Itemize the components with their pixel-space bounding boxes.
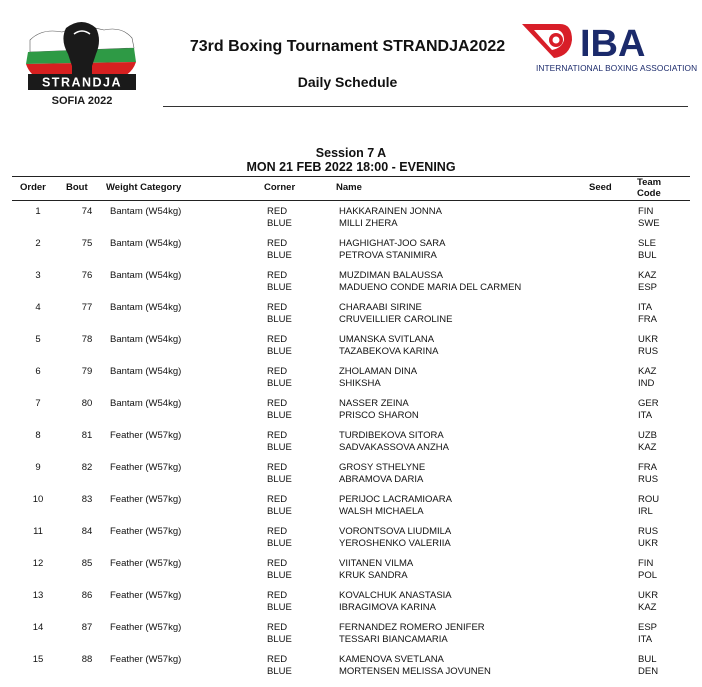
seed-blue [589, 570, 638, 590]
boxer-blue-name: IBRAGIMOVA KARINA [339, 602, 436, 613]
schedule-subtitle: Daily Schedule [297, 74, 398, 90]
boxer-red-name: VORONTSOVA LIUDMILA [339, 526, 452, 537]
boxer-red-name: FERNANDEZ ROMERO JENIFER [339, 622, 485, 633]
seed-blue [589, 378, 638, 398]
empty-cell [110, 474, 267, 494]
seed-red [589, 366, 638, 378]
boxer-blue-name: WALSH MICHAELA [339, 506, 424, 517]
empty-cell [12, 410, 64, 430]
empty-cell [64, 506, 110, 526]
corner-blue: BLUE [267, 442, 292, 453]
column-header-seed: Seed [589, 182, 612, 193]
team-red: FRA [638, 462, 657, 473]
empty-cell [110, 218, 267, 238]
bout-number: 76 [81, 270, 93, 281]
bout-order: 3 [35, 270, 41, 281]
table-row [12, 270, 690, 282]
seed-blue [589, 282, 638, 302]
team-blue: IND [638, 378, 655, 389]
empty-cell [64, 282, 110, 302]
empty-cell [110, 314, 267, 334]
corner-blue: BLUE [267, 282, 292, 293]
empty-cell [64, 538, 110, 558]
boxer-blue-name: MILLI ZHERA [339, 218, 398, 229]
table-row [12, 410, 690, 430]
table-row [12, 398, 690, 410]
seed-red [589, 526, 638, 538]
empty-cell [12, 282, 64, 302]
empty-cell [12, 602, 64, 622]
session-heading [0, 146, 702, 174]
seed-red [589, 334, 638, 346]
empty-cell [64, 634, 110, 654]
bout-number: 84 [81, 526, 93, 537]
seed-red [589, 302, 638, 314]
table-row [12, 666, 690, 686]
empty-cell [12, 474, 64, 494]
table-row [12, 206, 690, 218]
boxer-blue-name: SADVAKASSOVA ANZHA [339, 442, 449, 453]
empty-cell [12, 570, 64, 590]
schedule-table [12, 206, 690, 686]
team-red: RUS [638, 526, 659, 537]
table-row [12, 378, 690, 398]
table-row [12, 462, 690, 474]
corner-blue: BLUE [267, 218, 292, 229]
table-header-bottom-rule [12, 200, 690, 201]
empty-cell [110, 282, 267, 302]
seed-blue [589, 442, 638, 462]
boxer-red-name: ZHOLAMAN DINA [339, 366, 418, 377]
corner-red: RED [267, 238, 288, 249]
corner-red: RED [267, 494, 288, 505]
boxer-blue-name: YEROSHENKO VALERIIA [339, 538, 451, 549]
column-header-order: Order [20, 182, 46, 193]
boxer-red-name: KAMENOVA SVETLANA [339, 654, 444, 665]
corner-blue: BLUE [267, 666, 292, 677]
empty-cell [110, 538, 267, 558]
seed-red [589, 590, 638, 602]
team-red: ESP [638, 622, 658, 633]
empty-cell [12, 666, 64, 686]
team-blue: BUL [638, 250, 657, 261]
boxer-red-name: UMANSKA SVITLANA [339, 334, 435, 345]
iba-logo-text: IBA [580, 23, 646, 65]
bout-order: 8 [35, 430, 41, 441]
corner-blue: BLUE [267, 634, 292, 645]
column-header-weight: Weight Category [106, 182, 182, 193]
table-row [12, 558, 690, 570]
column-header-bout: Bout [66, 182, 88, 193]
corner-blue: BLUE [267, 474, 292, 485]
bout-order: 4 [35, 302, 41, 313]
boxer-blue-name: TAZABEKOVA KARINA [339, 346, 439, 357]
boxer-red-name: KOVALCHUK ANASTASIA [339, 590, 452, 601]
bout-number: 86 [81, 590, 93, 601]
table-row [12, 250, 690, 270]
seed-red [589, 270, 638, 282]
table-header-top-rule [12, 176, 690, 177]
bout-number: 75 [81, 238, 93, 249]
team-red: UKR [638, 590, 659, 601]
seed-blue [589, 410, 638, 430]
boxer-blue-name: MORTENSEN MELISSA JOVUNEN [339, 666, 491, 677]
team-blue: RUS [638, 474, 659, 485]
weight-category: Feather (W57kg) [110, 494, 182, 505]
session-datetime: MON 21 FEB 2022 18:00 - EVENING [246, 160, 456, 174]
corner-blue: BLUE [267, 410, 292, 421]
empty-cell [12, 346, 64, 366]
table-row [12, 474, 690, 494]
seed-blue [589, 474, 638, 494]
seed-red [589, 430, 638, 442]
empty-cell [64, 474, 110, 494]
boxer-red-name: HAGHIGHAT-JOO SARA [339, 238, 446, 249]
weight-category: Bantam (W54kg) [110, 302, 182, 313]
empty-cell [110, 506, 267, 526]
team-blue: KAZ [638, 602, 657, 613]
team-blue: SWE [638, 218, 660, 229]
empty-cell [64, 378, 110, 398]
boxer-blue-name: TESSARI BIANCAMARIA [339, 634, 448, 645]
seed-blue [589, 634, 638, 654]
bout-number: 87 [81, 622, 93, 633]
boxer-blue-name: CRUVEILLIER CAROLINE [339, 314, 453, 325]
weight-category: Feather (W57kg) [110, 622, 182, 633]
team-red: SLE [638, 238, 656, 249]
empty-cell [64, 442, 110, 462]
bout-order: 6 [35, 366, 41, 377]
boxer-blue-name: SHIKSHA [339, 378, 381, 389]
empty-cell [110, 250, 267, 270]
weight-category: Feather (W57kg) [110, 430, 182, 441]
corner-red: RED [267, 462, 288, 473]
corner-blue: BLUE [267, 378, 292, 389]
seed-red [589, 238, 638, 250]
weight-category: Bantam (W54kg) [110, 366, 182, 377]
corner-blue: BLUE [267, 602, 292, 613]
table-row [12, 282, 690, 302]
bout-number: 80 [81, 398, 93, 409]
bout-number: 79 [81, 366, 93, 377]
table-row [12, 654, 690, 666]
bout-order: 13 [32, 590, 44, 601]
weight-category: Feather (W57kg) [110, 462, 182, 473]
corner-red: RED [267, 302, 288, 313]
bout-number: 81 [81, 430, 93, 441]
empty-cell [64, 570, 110, 590]
boxer-blue-name: PETROVA STANIMIRA [339, 250, 437, 261]
empty-cell [110, 634, 267, 654]
empty-cell [12, 250, 64, 270]
team-red: UKR [638, 334, 659, 345]
empty-cell [64, 218, 110, 238]
team-red: FIN [638, 206, 654, 217]
corner-blue: BLUE [267, 570, 292, 581]
team-red: BUL [638, 654, 657, 665]
table-row [12, 334, 690, 346]
boxer-red-name: PERIJOC LACRAMIOARA [339, 494, 452, 505]
bout-order: 2 [35, 238, 41, 249]
team-blue: ITA [638, 634, 653, 645]
corner-red: RED [267, 558, 288, 569]
bout-number: 83 [81, 494, 93, 505]
corner-red: RED [267, 398, 288, 409]
corner-red: RED [267, 526, 288, 537]
bout-number: 74 [81, 206, 93, 217]
team-red: UZB [638, 430, 657, 441]
team-blue: DEN [638, 666, 659, 677]
table-row [12, 346, 690, 366]
weight-category: Bantam (W54kg) [110, 238, 182, 249]
team-blue: ITA [638, 410, 653, 421]
strandja-logo [22, 18, 142, 110]
corner-red: RED [267, 590, 288, 601]
bout-order: 15 [32, 654, 44, 665]
empty-cell [12, 442, 64, 462]
bout-number: 88 [81, 654, 93, 665]
team-blue: IRL [638, 506, 653, 517]
bout-number: 78 [81, 334, 93, 345]
seed-blue [589, 602, 638, 622]
corner-red: RED [267, 622, 288, 633]
table-row [12, 634, 690, 654]
bout-order: 5 [35, 334, 41, 345]
weight-category: Bantam (W54kg) [110, 270, 182, 281]
empty-cell [110, 442, 267, 462]
empty-cell [110, 378, 267, 398]
weight-category: Feather (W57kg) [110, 558, 182, 569]
team-red: FIN [638, 558, 654, 569]
corner-blue: BLUE [267, 314, 292, 325]
boxer-red-name: GROSY STHELYNE [339, 462, 426, 473]
corner-blue: BLUE [267, 538, 292, 549]
empty-cell [64, 346, 110, 366]
bout-order: 10 [32, 494, 44, 505]
empty-cell [110, 666, 267, 686]
seed-blue [589, 666, 638, 686]
bout-order: 9 [35, 462, 41, 473]
seed-blue [589, 506, 638, 526]
team-blue: FRA [638, 314, 657, 325]
seed-red [589, 398, 638, 410]
corner-blue: BLUE [267, 506, 292, 517]
empty-cell [110, 602, 267, 622]
boxer-blue-name: ABRAMOVA DARIA [339, 474, 424, 485]
seed-blue [589, 314, 638, 334]
table-row [12, 506, 690, 526]
empty-cell [64, 602, 110, 622]
header-divider [163, 106, 688, 107]
bout-order: 12 [32, 558, 44, 569]
team-red: ROU [638, 494, 660, 505]
team-blue: POL [638, 570, 658, 581]
table-row [12, 302, 690, 314]
empty-cell [110, 570, 267, 590]
table-row [12, 314, 690, 334]
corner-red: RED [267, 270, 288, 281]
seed-blue [589, 218, 638, 238]
team-blue: ESP [638, 282, 658, 293]
empty-cell [110, 410, 267, 430]
bout-number: 82 [81, 462, 93, 473]
bout-order: 1 [35, 206, 41, 217]
seed-red [589, 494, 638, 506]
boxer-red-name: CHARAABI SIRINE [339, 302, 422, 313]
seed-red [589, 654, 638, 666]
corner-red: RED [267, 334, 288, 345]
bout-number: 77 [81, 302, 93, 313]
column-header-team: Team Code [637, 177, 662, 199]
table-row [12, 526, 690, 538]
weight-category: Bantam (W54kg) [110, 206, 182, 217]
table-row [12, 538, 690, 558]
empty-cell [64, 250, 110, 270]
empty-cell [64, 314, 110, 334]
bout-order: 11 [33, 526, 43, 537]
empty-cell [12, 506, 64, 526]
seed-red [589, 206, 638, 218]
team-red: KAZ [638, 366, 657, 377]
weight-category: Feather (W57kg) [110, 654, 182, 665]
table-row [12, 238, 690, 250]
boxer-blue-name: PRISCO SHARON [339, 410, 419, 421]
team-red: GER [638, 398, 659, 409]
corner-red: RED [267, 654, 288, 665]
table-row [12, 366, 690, 378]
empty-cell [64, 410, 110, 430]
bout-order: 14 [32, 622, 44, 633]
column-header-corner: Corner [264, 182, 296, 193]
boxer-red-name: NASSER ZEINA [339, 398, 409, 409]
seed-red [589, 558, 638, 570]
table-row [12, 602, 690, 622]
table-row [12, 430, 690, 442]
boxer-red-name: VIITANEN VILMA [339, 558, 414, 569]
session-name: Session 7 A [315, 146, 387, 160]
table-row [12, 570, 690, 590]
boxer-blue-name: KRUK SANDRA [339, 570, 408, 581]
seed-red [589, 462, 638, 474]
team-blue: UKR [638, 538, 659, 549]
weight-category: Feather (W57kg) [110, 526, 182, 537]
table-row [12, 622, 690, 634]
corner-red: RED [267, 366, 288, 377]
empty-cell [12, 538, 64, 558]
team-red: ITA [638, 302, 653, 313]
table-row [12, 590, 690, 602]
boxer-red-name: HAKKARAINEN JONNA [339, 206, 442, 217]
seed-blue [589, 346, 638, 366]
boxer-red-name: TURDIBEKOVA SITORA [339, 430, 444, 441]
schedule-body [12, 206, 690, 686]
table-row [12, 442, 690, 462]
corner-red: RED [267, 206, 288, 217]
empty-cell [12, 378, 64, 398]
logo-left-text: STRANDJA [41, 75, 123, 90]
boxer-blue-name: MADUENO CONDE MARIA DEL CARMEN [339, 282, 522, 293]
team-red: KAZ [638, 270, 657, 281]
corner-red: RED [267, 430, 288, 441]
empty-cell [64, 666, 110, 686]
bout-order: 7 [35, 398, 41, 409]
empty-cell [12, 218, 64, 238]
column-header-name: Name [336, 182, 362, 193]
seed-red [589, 622, 638, 634]
iba-subtitle: INTERNATIONAL BOXING ASSOCIATION [536, 63, 698, 73]
weight-category: Bantam (W54kg) [110, 334, 182, 345]
tournament-title: 73rd Boxing Tournament STRANDJA2022 [189, 38, 506, 55]
team-blue: KAZ [638, 442, 657, 453]
boxer-red-name: MUZDIMAN BALAUSSA [339, 270, 443, 281]
table-row [12, 218, 690, 238]
corner-blue: BLUE [267, 250, 292, 261]
weight-category: Bantam (W54kg) [110, 398, 182, 409]
corner-blue: BLUE [267, 346, 292, 357]
empty-cell [12, 314, 64, 334]
weight-category: Feather (W57kg) [110, 590, 182, 601]
logo-left-city: SOFIA 2022 [51, 95, 113, 107]
empty-cell [12, 634, 64, 654]
seed-blue [589, 538, 638, 558]
seed-blue [589, 250, 638, 270]
empty-cell [110, 346, 267, 366]
table-row [12, 494, 690, 506]
team-blue: RUS [638, 346, 659, 357]
bout-number: 85 [81, 558, 93, 569]
